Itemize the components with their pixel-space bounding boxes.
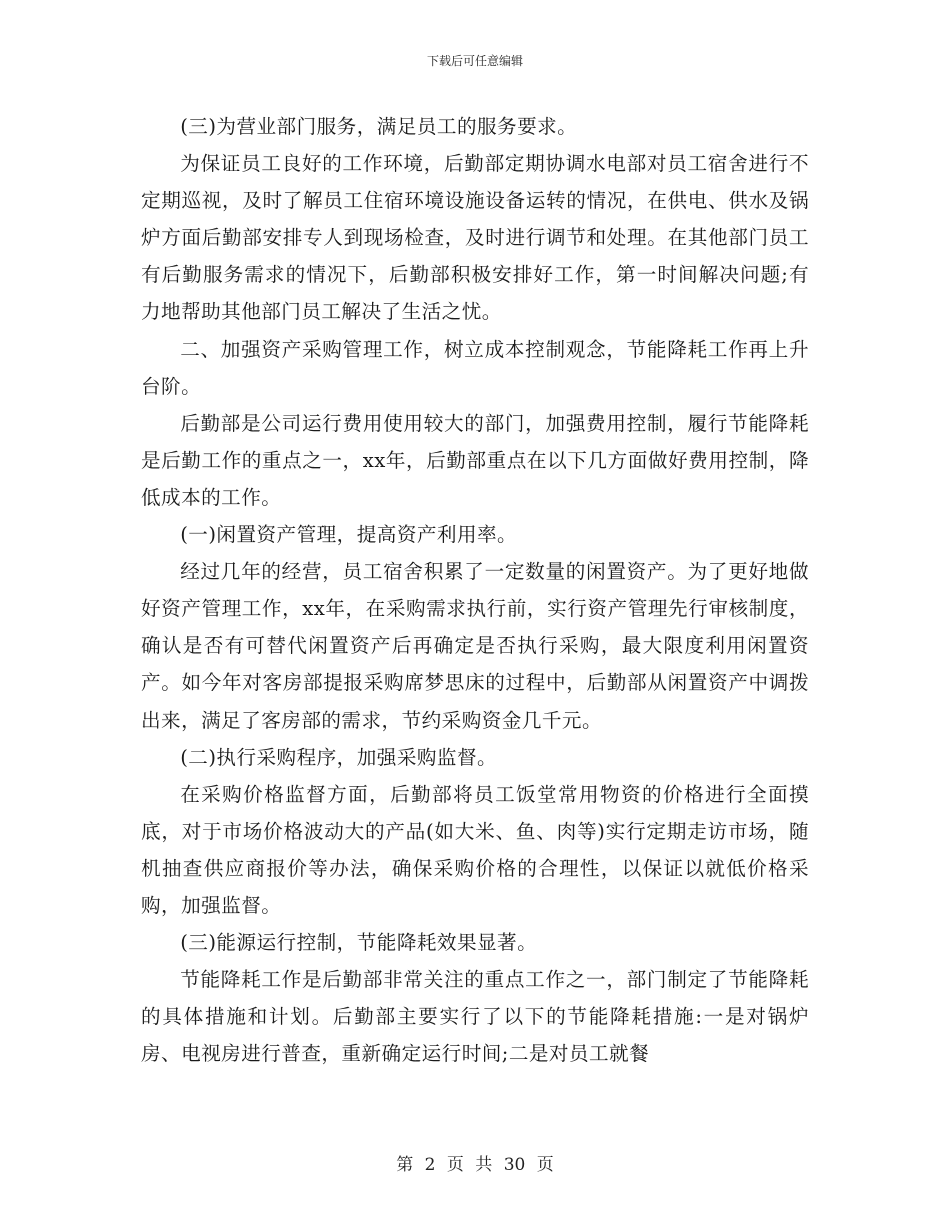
paragraph-cost-control: 后勤部是公司运行费用使用较大的部门，加强费用控制，履行节能降耗是后勤工作的重点之一，xx年，后勤部重点在以下几方面做好费用控制，降低成本的工作。 bbox=[141, 411, 809, 509]
footer-suffix: 页 bbox=[536, 1155, 554, 1175]
paragraph-idle-assets: 经过几年的经营，员工宿舍积累了一定数量的闲置资产。为了更好地做好资产管理工作，xx年，在采购需求执行前，实行资产管理先行审核制度，确认是否有可替代闲置资产后再确定是否执行采购，最大限度利用闲置资产。如今年对客房部提报采购席梦思床的过程中，后勤部从闲置资产中调拨出来，满足了客房部的需求，节约采购资金几千元。 bbox=[141, 560, 809, 732]
paragraph-energy-saving: 节能降耗工作是后勤部非常关注的重点工作之一，部门制定了节能降耗的具体措施和计划。后勤部主要实行了以下的节能降耗措施:一是对锅炉房、电视房进行普查，重新确定运行时间;二是对员工就餐 bbox=[141, 968, 809, 1066]
paragraph-procurement-heading: (二)执行采购程序，加强采购监督。 bbox=[180, 745, 498, 769]
footer-total-word: 共 bbox=[475, 1155, 493, 1175]
paragraph-section-3-heading: (三)为营业部门服务，满足员工的服务要求。 bbox=[180, 115, 578, 138]
paragraph-part-2-heading: 二、加强资产采购管理工作，树立成本控制观念，节能降耗工作再上升台阶。 bbox=[141, 337, 809, 398]
footer-prefix: 第 bbox=[396, 1155, 414, 1175]
footer-total-pages: 30 bbox=[503, 1155, 526, 1175]
page-footer bbox=[0, 1150, 950, 1175]
paragraph-price-supervision: 在采购价格监督方面，后勤部将员工饭堂常用物资的价格进行全面摸底，对于市场价格波动大的产品(如大米、鱼、肉等)实行定期走访市场，随机抽查供应商报价等办法，确保采购价格的合理性，以保证以就低价格采购，加强监督。 bbox=[141, 782, 809, 917]
footer-page-number: 2 bbox=[424, 1155, 436, 1175]
paragraph-idle-assets-heading: (一)闲置资产管理，提高资产利用率。 bbox=[180, 523, 518, 547]
footer-page-word: 页 bbox=[446, 1155, 464, 1175]
document-body bbox=[141, 108, 809, 1072]
paragraph-energy-heading: (三)能源运行控制，节能降耗效果显著。 bbox=[180, 931, 538, 955]
paragraph-dormitory-inspection: 为保证员工良好的工作环境，后勤部定期协调水电部对员工宿舍进行不定期巡视，及时了解员工住宿环境设施设备运转的情况，在供电、供水及锅炉方面后勤部安排专人到现场检查，及时进行调节和处理。在其他部门员工有后勤服务需求的情况下，后勤部积极安排好工作，第一时间解决问题;有力地帮助其他部门员工解决了生活之忧。 bbox=[141, 152, 809, 324]
page-header-note: 下载后可任意编辑 bbox=[426, 54, 523, 68]
